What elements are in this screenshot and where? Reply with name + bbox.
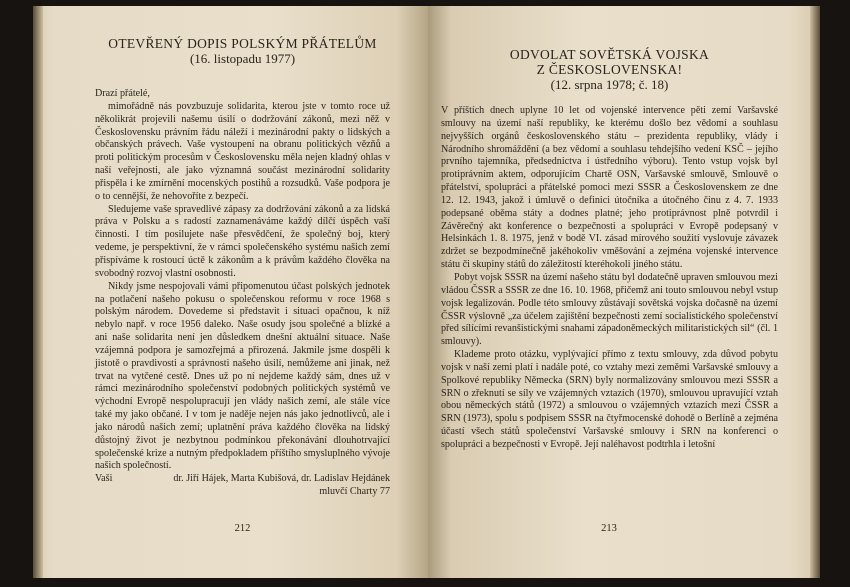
page-number-left: 212 — [234, 523, 251, 534]
closing: Vaši — [95, 473, 113, 485]
left-paragraph-2: Sledujeme vaše spravedlivé zápasy za dodržování zákonů a za lidská práva v Polsku a s radostí zaznamenáváme každý dílčí úspěch vaší činnosti. I tím posilujete naše přesvědčení, že společný boj, který vedeme, je perspektivní, že v rámci společenského systému našich zemí přispíváme k rostoucí úctě k zákonům a k právům každého člověka na svobodný rozvoj vlastní osobnosti. — [95, 203, 390, 279]
left-page-subtitle: (16. listopadu 1977) — [189, 51, 296, 66]
left-page — [33, 6, 428, 578]
left-paragraph-3: Nikdy jsme nespojovali vámi připomenutou účast polských jednotek na potlačení našeho pokusu o společenskou reformu v roce 1968 s polským národem. Dovedeme si představit i situaci opačnou, k níž nebylo např. v roce 1956 daleko. Naše osudy jsou společné a blízké a ani naše solidarita není jen důsledkem dnešní aktuální situace. Naše vzájemná podpora je samozřejmá a přirozená. Jakmile jsme dospěli k jistotě o pravdivosti a správnosti našeho úsilí, nemůžeme ani jinak, než trvat na vytčené cestě. Dnes už po ní nejdeme každý sám, dnes už v rámci mezinárodního společenství podobných politických systémů ve východní Evropě nespolupracují jen vlády našich zemí, ale stále více také my jako občané. I v tom je naděje nejen nás jako jednotlivců, ale i jako národů našich zemí; uplatnění práva každého člověka na lidský důstojný život je nezbytnou podmínkou překonávání dlouhotrvající společenské krize a nutným předpokladem příštího smysluplného vývoje našich společností. — [95, 280, 390, 472]
right-page-title-line1: ODVOLAT SOVĚTSKÁ VOJSKA — [509, 47, 710, 62]
page-number-right: 213 — [601, 523, 617, 534]
right-page-body — [441, 105, 778, 452]
right-page-title-line2: Z ČESKOSLOVENSKA! — [536, 62, 683, 77]
signature-block — [95, 473, 390, 486]
signatories: dr. Jiří Hájek, Marta Kubišová, dr. Ladislav Hejdánek — [173, 473, 390, 485]
right-paragraph-1: V příštích dnech uplyne 10 let od vojenské intervence pěti zemí Varšavské smlouvy na území naší republiky, ke kterému došlo bez vědomí a souhlasu nejvyšších orgánů československého státu – prezidenta republiky, vlády i Národního shromáždění (a bez vědomí a souhlasu tehdejšího vedení KSČ – jejího prvního tajemníka, předsednictva i ústředního výboru). Tento vstup vojsk byl protiprávním aktem, odporujícím Chartě OSN, Varšavské smlouvě, Smlouvě o přátelství, spolupráci a přátelské pomoci mezi SSSR a Československem ze dne 12. 12. 1943, jakož i úmluvě o definici útočníka a útočného činu z 4. 7. 1933 podepsané oběma státy a dodnes platné; jeho protiprávnost plně potvrdil i Závěrečný akt konference o bezpečnosti a spolupráci v Evropě podepsaný v Helsinkách 1. 8. 1975, jenž v bodě VI. zásad mírového soužití vyslovuje závazek zdržet se bezpodmínečně jakéhokoliv vměšování a zejména vojenské intervence státu či skupiny států do záležitostí kteréhokoli jiného státu. — [441, 105, 778, 271]
right-page — [428, 6, 820, 578]
left-page-title: OTEVŘENÝ DOPIS POLSKÝM PŘÁTELŮM — [108, 36, 377, 51]
left-paragraph-1: mimořádně nás povzbuzuje solidarita, kterou jste v tomto roce už několikrát projevili našemu úsilí o dodržování zákonů, mezi něž v Československu právním řádu náleží i mezinárodní pakty o lidských a občanských právech. Vaše vystoupení na obranu politických vězňů a proti politickým procesům v Československu měla nejen kladný ohlas v naší veřejnosti, ale jako významná součást mezinárodní solidarity přispěla i ke zmírnění mocenských postihů a rozsudků. Vaše podpora je o to cennější, že nehovoříte z bezpečí. — [95, 100, 390, 202]
signatories-role: mluvčí Charty 77 — [319, 486, 390, 498]
right-page-subtitle: (12. srpna 1978; č. 18) — [550, 77, 669, 92]
right-paragraph-3: Klademe proto otázku, vyplývající přímo z textu smlouvy, zda důvod pobytu vojsk v naší zemi platí i nadále poté, co vztahy mezi zeměmi Varšavské smlouvy a Spolkové republiky Německa (SRN) byly normalizovány smlouvou mezi SSSR a SRN o zřeknutí se síly ve vzájemných vztazích (1970), smlouvou upravující vztah obou německých států (1972) a smlouvou o vzájemných vztazích mezi ČSSR a SRN (1973), spolu s podpisem SSSR na čtyřmocenské dohodě o Berlíně a zejména účastí všech států společenství Varšavské smlouvy i SRN na konferenci o spolupráci a bezpečnosti v Evropě. Její naléhavost podtrhla i letošní — [441, 349, 778, 450]
salutation: Drazí přátelé, — [95, 88, 150, 99]
right-paragraph-2: Pobyt vojsk SSSR na území našeho státu byl dodatečně upraven smlouvou mezi vládou ČSSR a SSSR ze dne 16. 10. 1968, přičemž ani touto smlouvou nebyl vstup vojsk legalizován. Podle této smlouvy zůstávají sovětská vojska dočasně na území ČSSR výslovně „za účelem zajištění bezpečnosti zemí socialistického společenství před sílícími revanšistickými snahami západoněmeckých militaristických sil“ (čl. 1 smlouvy). — [441, 271, 778, 348]
left-page-body — [95, 88, 390, 473]
